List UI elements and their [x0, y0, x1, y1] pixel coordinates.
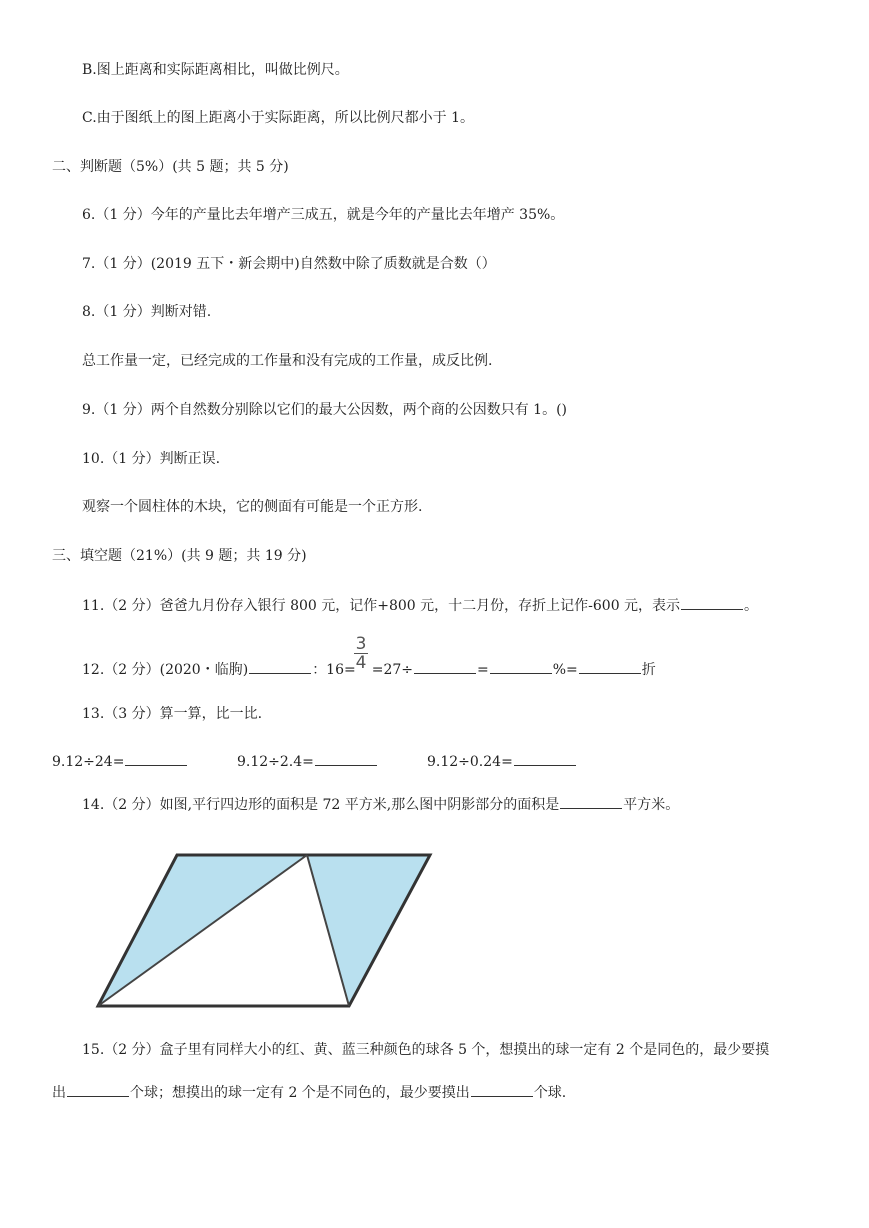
- question-12-equals: =: [477, 662, 489, 678]
- section-3-title: 三、填空题（21%）(共 9 题；共 19 分): [52, 548, 307, 564]
- question-15-end: 个球.: [533, 1085, 567, 1101]
- question-14-text: 14.（2 分）如图,平行四边形的面积是 72 平方米,那么图中阴影部分的面积是: [82, 797, 560, 813]
- question-11-text: 11.（2 分）爸爸九月份存入银行 800 元，记作+800 元，十二月份，存折上记作-600 元，表示: [82, 598, 681, 614]
- answer-blank[interactable]: [125, 751, 187, 766]
- fraction-numerator: 3: [355, 634, 367, 654]
- shaded-triangle-right: [307, 855, 430, 1006]
- question-8: 8.（1 分）判断对错.: [82, 304, 212, 320]
- answer-blank[interactable]: [414, 659, 476, 674]
- question-14-unit: 平方米。: [623, 797, 680, 813]
- question-15-middle: 个球；想摸出的球一定有 2 个是不同色的，最少要摸出: [130, 1085, 470, 1101]
- option-b: B.图上距离和实际距离相比，叫做比例尺。: [82, 62, 349, 78]
- calc-b-expression: 9.12÷2.4=: [237, 754, 314, 770]
- question-7: 7.（1 分）(2019 五下・新会期中)自然数中除了质数就是合数（）: [82, 256, 496, 272]
- question-13: 13.（3 分）算一算，比一比.: [82, 706, 263, 722]
- answer-blank[interactable]: [315, 751, 377, 766]
- calc-c-expression: 9.12÷0.24=: [427, 754, 513, 770]
- question-11: [82, 595, 758, 616]
- question-12-divide: =27÷: [371, 662, 414, 678]
- answer-blank[interactable]: [579, 659, 641, 674]
- question-13-calc-b: [237, 751, 378, 772]
- parallelogram-figure: [90, 845, 440, 1015]
- question-12-colon: ：16=: [312, 662, 356, 678]
- question-10: 10.（1 分）判断正误.: [82, 451, 221, 467]
- question-9: 9.（1 分）两个自然数分别除以它们的最大公因数，两个商的公因数只有 1。(): [82, 402, 567, 418]
- question-12: [82, 659, 656, 680]
- question-14: [82, 794, 679, 815]
- answer-blank[interactable]: [514, 751, 576, 766]
- calc-a-expression: 9.12÷24=: [52, 754, 125, 770]
- question-12-percent: %=: [552, 662, 578, 678]
- answer-blank[interactable]: [67, 1082, 129, 1097]
- question-15-line-1: 15.（2 分）盒子里有同样大小的红、黄、蓝三种颜色的球各 5 个，想摸出的球一定有 2 个是同色的，最少要摸: [82, 1042, 770, 1058]
- answer-blank[interactable]: [681, 595, 743, 610]
- section-2-title: 二、判断题（5%）(共 5 题；共 5 分): [52, 159, 289, 175]
- question-6: 6.（1 分）今年的产量比去年增产三成五，就是今年的产量比去年增产 35%。: [82, 207, 565, 223]
- question-13-calc-c: [427, 751, 577, 772]
- question-8-statement: 总工作量一定，已经完成的工作量和没有完成的工作量，成反比例.: [82, 353, 493, 369]
- question-13-calc-a: [52, 751, 188, 772]
- question-15-out: 出: [52, 1085, 66, 1101]
- question-12-text: 12.（2 分）(2020・临朐): [82, 662, 249, 678]
- option-c: C.由于图纸上的图上距离小于实际距离，所以比例尺都小于 1。: [82, 110, 475, 126]
- answer-blank[interactable]: [490, 659, 552, 674]
- question-11-end: 。: [744, 598, 759, 614]
- answer-blank[interactable]: [249, 659, 311, 674]
- question-10-statement: 观察一个圆柱体的木块，它的侧面有可能是一个正方形.: [82, 499, 423, 515]
- answer-blank[interactable]: [471, 1082, 533, 1097]
- answer-blank[interactable]: [560, 794, 622, 809]
- question-12-discount: 折: [641, 662, 656, 678]
- question-15-line-2: [52, 1082, 566, 1103]
- fraction-denominator: 4: [355, 653, 367, 673]
